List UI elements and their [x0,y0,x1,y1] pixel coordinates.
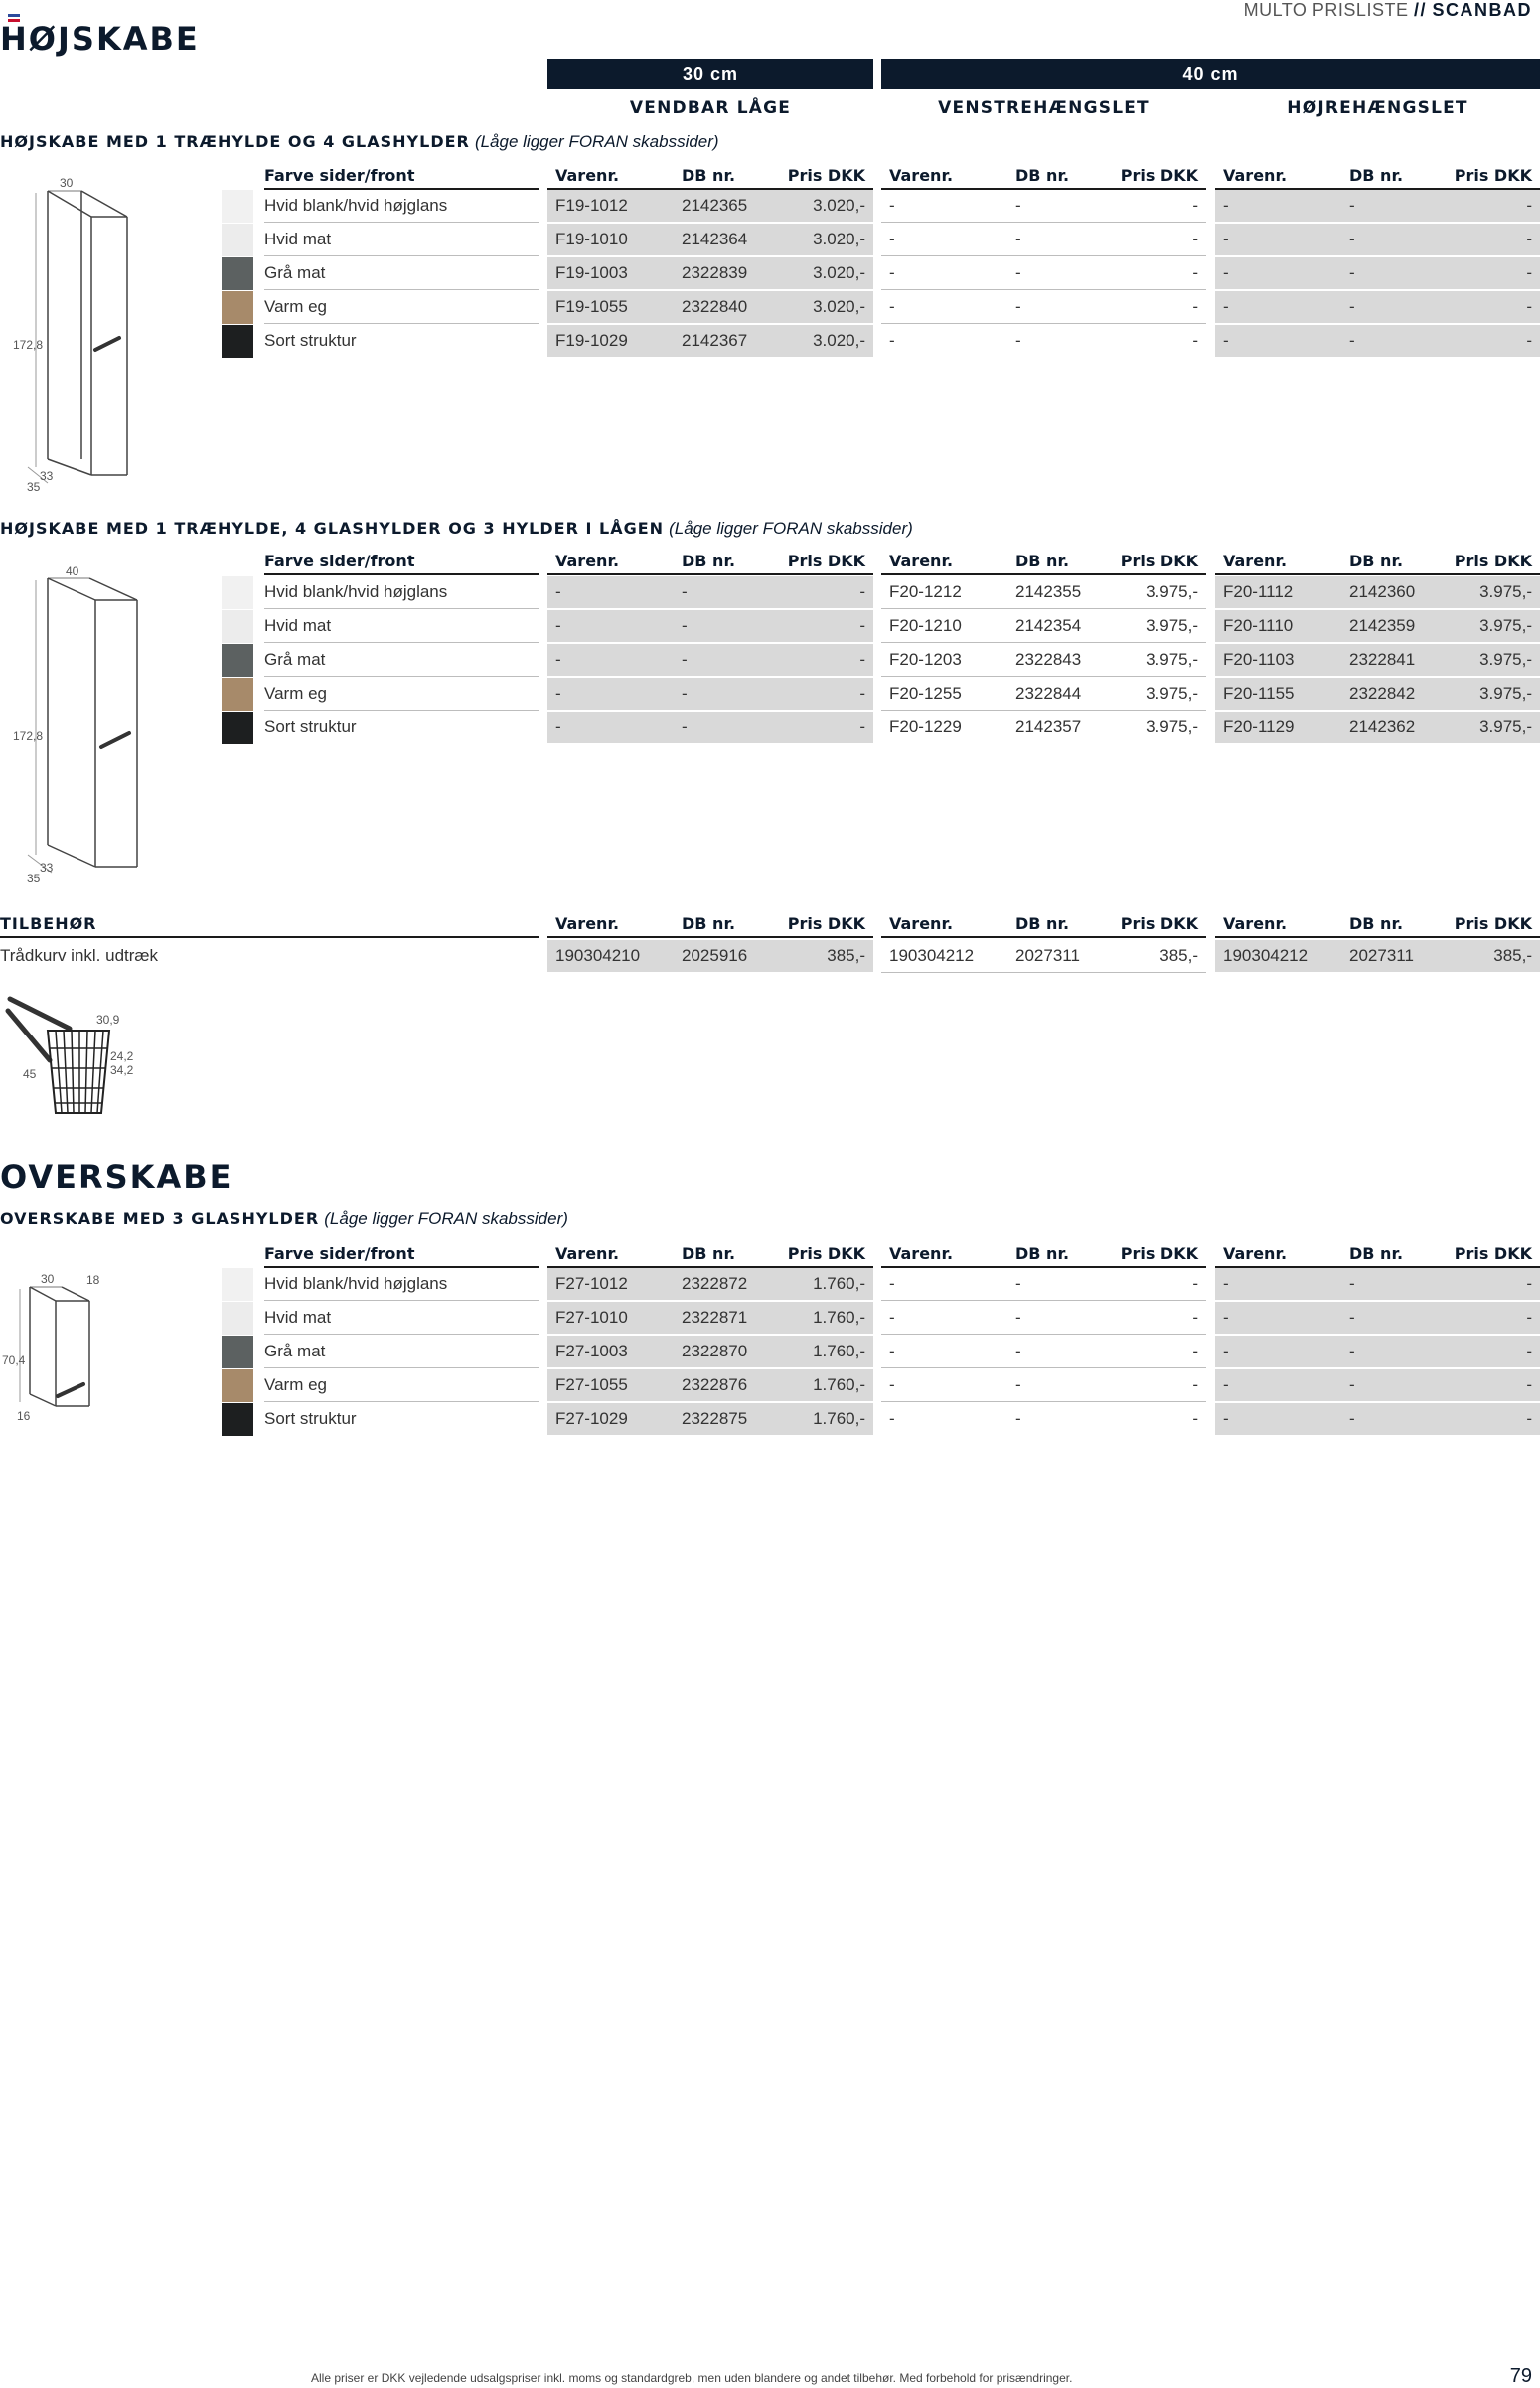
dim-depth: 18 [86,1273,100,1287]
col-header-group-b: Varenr. DB nr. Pris DKK [881,550,1206,575]
color-swatch [222,576,253,609]
dim-depth-2: 34,2 [110,1063,134,1077]
page-number: 79 [1509,2365,1532,2387]
subhead-vendbar: VENDBAR LÅGE [629,98,792,118]
color-swatch [222,610,253,643]
color-swatch [222,1302,253,1335]
col-header-farve: Farve sider/front [264,1242,539,1268]
dim-width: 30 [41,1272,55,1286]
col-header-group-c: Varenr. DB nr. Pris DKK [1215,1242,1540,1268]
group-header-40cm: 40 cm [881,59,1540,89]
page-header [1244,0,1532,21]
footer-disclaimer: Alle priser er DKK vejledende udsalgspriser inkl. moms og standardgreb, men uden blandere og andet tilbehør. Med forbehold for prisændringer. [311,2371,1073,2385]
tilbehor-cell-b: 190304212 2027311 385,- [881,940,1206,973]
col-header-group-b: Varenr. DB nr. Pris DKK [881,164,1206,190]
section-title: HØJSKABE MED 1 TRÆHYLDE OG 4 GLASHYLDER (Låge ligger FORAN skabssider) [0,132,719,151]
col-header-group-a: Varenr. DB nr. Pris DKK [547,1242,873,1268]
dim-depth-1: 33 [40,469,54,483]
section-title: HØJSKABE MED 1 TRÆHYLDE, 4 GLASHYLDER OG 3 HYLDER I LÅGEN (Låge ligger FORAN skabssider) [0,519,913,538]
color-swatch [222,678,253,711]
tilbehor-title: TILBEHØR [0,912,539,938]
color-swatch [222,644,253,677]
tilbehor-cell-c: 190304212 2027311 385,- [1215,940,1540,972]
col-header-group-a: Varenr. DB nr. Pris DKK [547,550,873,575]
subhead-venstre: VENSTREHÆNGSLET [938,98,1150,118]
col-header-group-b: Varenr. DB nr. Pris DKK [881,1242,1206,1268]
col-header-group-b: Varenr. DB nr. Pris DKK [881,912,1206,938]
dim-depth-2: 35 [27,480,41,494]
color-swatch [222,257,253,290]
tilbehor-item: Trådkurv inkl. udtræk [0,946,159,965]
pricelist-label: MULTO PRISLISTE [1243,0,1409,20]
color-swatch [222,291,253,324]
color-swatch [222,1369,253,1402]
brand-label: SCANBAD [1432,0,1532,20]
dim-depth-2: 35 [27,872,41,885]
cabinet-drawing [0,169,139,497]
cabinet-drawing [0,1267,109,1426]
color-swatch [222,1336,253,1368]
dim-bottom: 16 [17,1409,31,1423]
dim-height: 70,4 [2,1353,26,1367]
dim-height: 172,8 [13,729,44,743]
dim-width: 30 [60,176,74,190]
col-header-group-c: Varenr. DB nr. Pris DKK [1215,912,1540,938]
section-title: OVERSKABE MED 3 GLASHYLDER (Låge ligger FORAN skabssider) [0,1209,568,1228]
color-swatch [222,1268,253,1301]
col-header-group-c: Varenr. DB nr. Pris DKK [1215,164,1540,190]
color-swatch [222,190,253,223]
color-swatch [222,325,253,358]
color-swatch [222,1403,253,1436]
page-title-overskabe: OVERSKABE [0,1158,233,1195]
dim-height: 172,8 [13,338,44,352]
page-title-hojskabe: HØJSKABE [0,20,200,58]
color-swatch [222,712,253,744]
dim-height: 45 [23,1067,37,1081]
col-header-group-a: Varenr. DB nr. Pris DKK [547,912,873,938]
dim-depth-1: 33 [40,861,54,875]
color-swatch [222,224,253,256]
dim-depth-1: 24,2 [110,1049,134,1063]
col-header-group-c: Varenr. DB nr. Pris DKK [1215,550,1540,575]
dim-width: 30,9 [96,1013,120,1027]
tilbehor-cell-a: 190304210 2025916 385,- [547,940,873,972]
group-header-30cm: 30 cm [547,59,873,89]
dim-width: 40 [66,564,79,578]
header-separator: // [1413,0,1427,20]
col-header-farve: Farve sider/front [264,550,539,575]
col-header-group-a: Varenr. DB nr. Pris DKK [547,164,873,190]
subhead-hojre: HØJREHÆNGSLET [1287,98,1468,118]
col-header-farve: Farve sider/front [264,164,539,190]
cabinet-drawing [0,557,149,884]
